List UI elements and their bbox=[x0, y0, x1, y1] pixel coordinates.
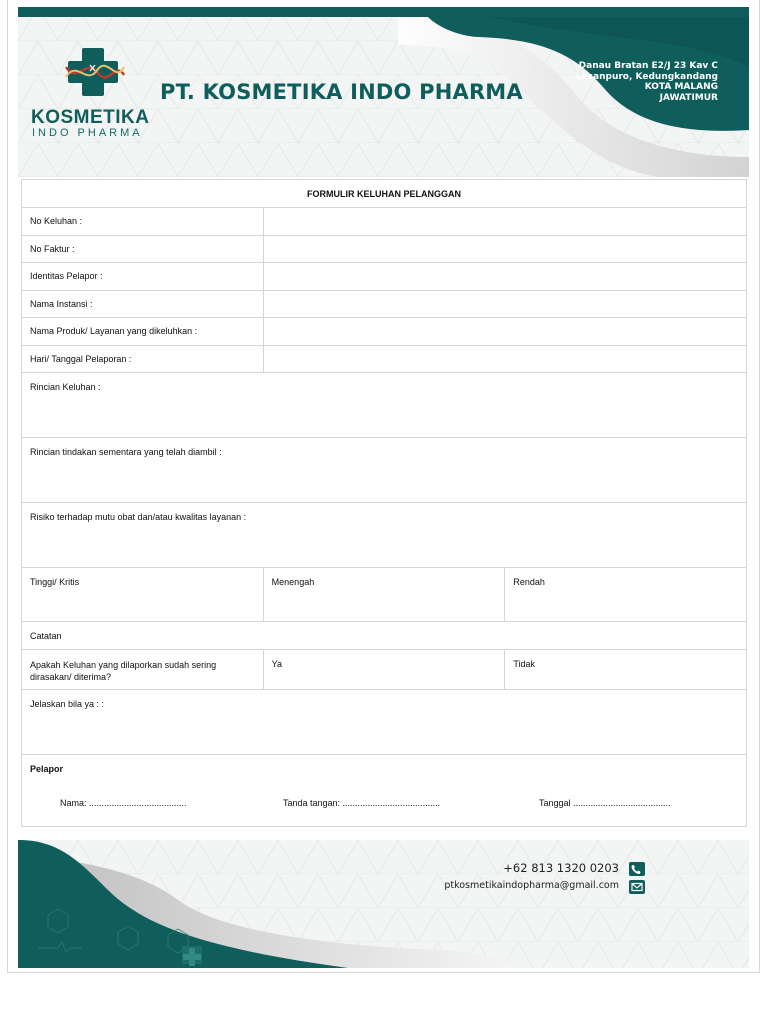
address-line: KOTA MALANG bbox=[644, 82, 718, 93]
letterhead-header bbox=[18, 7, 749, 177]
field-input-identitas-pelapor[interactable] bbox=[263, 263, 746, 291]
company-address bbox=[576, 61, 718, 103]
risk-option-tinggi[interactable]: Tinggi/ Kritis bbox=[22, 568, 264, 622]
rincian-keluhan-field[interactable]: Rincian Keluhan : bbox=[22, 373, 747, 438]
rincian-tindakan-field[interactable]: Rincian tindakan sementara yang telah diambil : bbox=[22, 438, 747, 503]
signature-sign[interactable]: Tanda tangan: ....................................... bbox=[283, 798, 441, 808]
pelapor-title: Pelapor bbox=[30, 764, 64, 774]
phone-icon bbox=[629, 862, 645, 876]
answer-no[interactable]: Tidak bbox=[505, 650, 747, 690]
footer-background bbox=[18, 840, 749, 968]
pelapor-section bbox=[22, 755, 747, 827]
field-label-no-keluhan: No Keluhan : bbox=[22, 208, 264, 236]
answer-yes[interactable]: Ya bbox=[263, 650, 505, 690]
field-label-identitas-pelapor: Identitas Pelapor : bbox=[22, 263, 264, 291]
frequency-question: Apakah Keluhan yang dilaporkan sudah sering dirasakan/ diterima? bbox=[22, 650, 264, 690]
logo-wordmark: KOSMETIKA bbox=[31, 107, 150, 128]
catatan-field[interactable]: Catatan bbox=[22, 622, 747, 650]
jelaskan-field[interactable]: Jelaskan bila ya : : bbox=[22, 690, 747, 755]
signature-name[interactable]: Nama: ....................................... bbox=[60, 798, 187, 808]
address-line: Danau Bratan E2/J 23 Kav C bbox=[578, 61, 718, 71]
field-input-nama-produk[interactable] bbox=[263, 318, 746, 346]
field-label-no-faktur: No Faktur : bbox=[22, 235, 264, 263]
signature-line bbox=[30, 774, 738, 808]
risk-option-menengah[interactable]: Menengah bbox=[263, 568, 505, 622]
field-label-nama-instansi: Nama Instansi : bbox=[22, 290, 264, 318]
company-name: PT. KOSMETIKA INDO PHARMA bbox=[160, 80, 523, 104]
field-input-tanggal-pelaporan[interactable] bbox=[263, 345, 746, 373]
address-line: Lesanpuro, Kedungkandang bbox=[575, 71, 718, 82]
letterhead-footer bbox=[18, 840, 749, 968]
contact-email: ptkosmetikaindopharma@gmail.com bbox=[444, 880, 619, 891]
field-input-nama-instansi[interactable] bbox=[263, 290, 746, 318]
field-label-tanggal-pelaporan: Hari/ Tanggal Pelaporan : bbox=[22, 345, 264, 373]
address-line: JAWATIMUR bbox=[659, 92, 718, 103]
risiko-field[interactable]: Risiko terhadap mutu obat dan/atau kwalitas layanan : bbox=[22, 503, 747, 568]
risk-option-rendah[interactable]: Rendah bbox=[505, 568, 747, 622]
form-title: FORMULIR KELUHAN PELANGGAN bbox=[22, 180, 747, 208]
complaint-form-table bbox=[21, 179, 747, 827]
field-label-nama-produk: Nama Produk/ Layanan yang dikeluhkan : bbox=[22, 318, 264, 346]
envelope-icon bbox=[629, 880, 645, 894]
signature-date[interactable]: Tanggal ....................................... bbox=[539, 798, 671, 808]
field-input-no-faktur[interactable] bbox=[263, 235, 746, 263]
contact-phone: +62 813 1320 0203 bbox=[503, 861, 619, 875]
logo-tagline: INDO PHARMA bbox=[32, 127, 143, 139]
field-input-no-keluhan[interactable] bbox=[263, 208, 746, 236]
